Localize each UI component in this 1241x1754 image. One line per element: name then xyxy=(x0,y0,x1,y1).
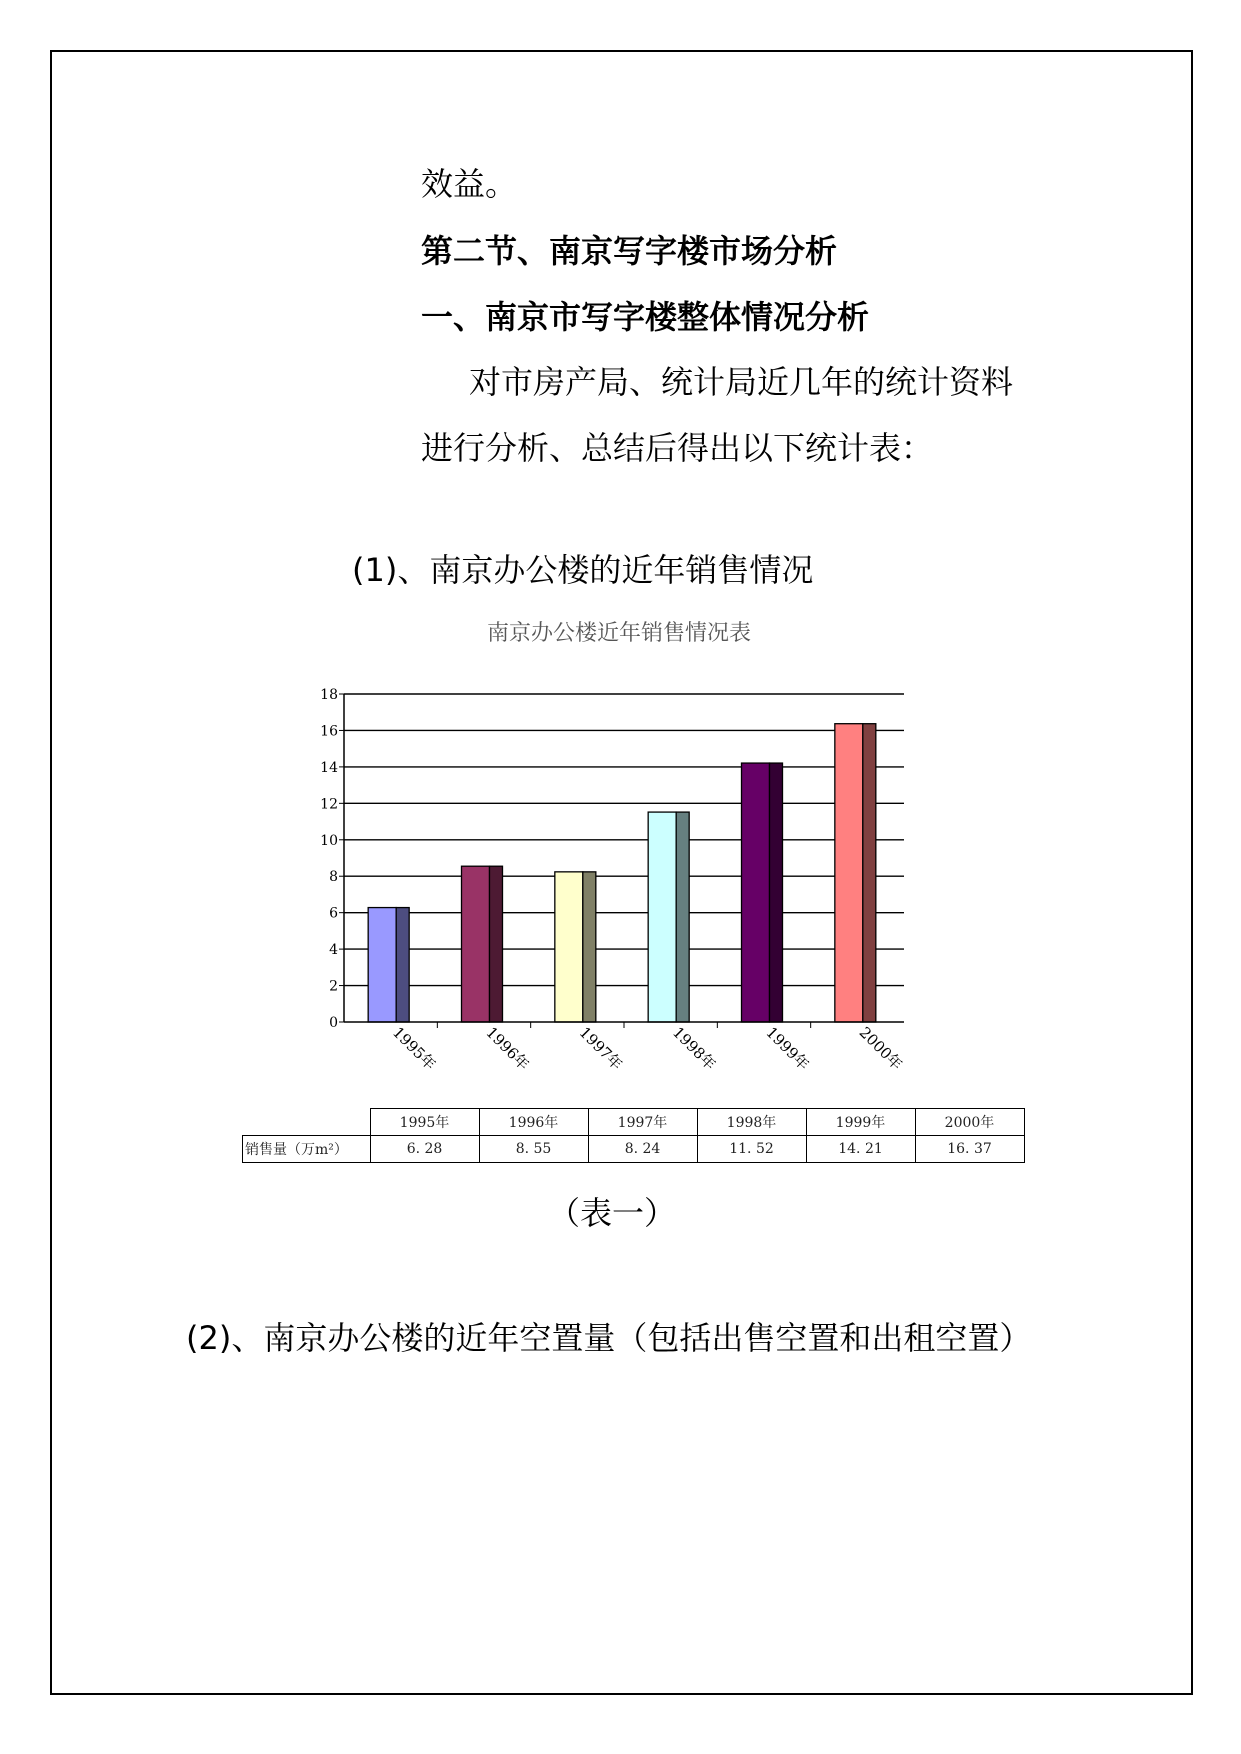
bar-side xyxy=(583,872,596,1022)
table-header-cell: 1996年 xyxy=(479,1109,588,1136)
bar-front xyxy=(648,812,676,1022)
table-caption: （表一） xyxy=(548,1194,677,1232)
y-tick-label: 6 xyxy=(329,905,338,922)
table-row xyxy=(243,1136,1025,1163)
x-tick-label: 1996年 xyxy=(482,1023,533,1074)
y-tick-label: 2 xyxy=(329,978,338,995)
bar-front xyxy=(742,763,770,1022)
bar-front xyxy=(835,724,863,1022)
table-cell: 8. 24 xyxy=(588,1136,697,1163)
x-tick-labels xyxy=(389,1023,906,1073)
subsection-heading: 一、南京市写字楼整体情况分析 xyxy=(421,298,870,336)
table-corner-cell xyxy=(243,1109,371,1136)
y-tick-label: 14 xyxy=(320,759,338,776)
y-tick-label: 18 xyxy=(320,687,338,703)
x-tick-label: 1995年 xyxy=(389,1023,440,1074)
chart-gridlines xyxy=(344,694,904,986)
table-cell: 14. 21 xyxy=(806,1136,915,1163)
table-cell: 16. 37 xyxy=(915,1136,1024,1163)
chart-axes xyxy=(339,694,904,1028)
paragraph-line: 对市房产局、统计局近几年的统计资料 xyxy=(469,363,1014,401)
table-cell: 11. 52 xyxy=(697,1136,806,1163)
section-heading: 第二节、南京写字楼市场分析 xyxy=(421,232,838,270)
x-tick-label: 1999年 xyxy=(762,1023,813,1074)
item-heading: (1)、南京办公楼的近年销售情况 xyxy=(352,551,814,589)
table-header-cell: 1999年 xyxy=(806,1109,915,1136)
bar-front xyxy=(555,872,583,1022)
y-tick-labels xyxy=(320,687,338,1031)
bar-side xyxy=(676,812,689,1022)
chart-bars xyxy=(368,724,876,1022)
bar-front xyxy=(368,908,396,1022)
x-tick-label: 1997年 xyxy=(575,1023,627,1074)
table-header-cell: 1997年 xyxy=(588,1109,697,1136)
y-tick-label: 8 xyxy=(329,869,338,886)
paragraph-line: 进行分析、总结后得出以下统计表： xyxy=(421,429,934,467)
table-cell: 8. 55 xyxy=(479,1136,588,1163)
bar-side xyxy=(770,763,783,1022)
bar-side xyxy=(863,724,876,1022)
y-tick-label: 0 xyxy=(329,1015,338,1031)
y-tick-label: 16 xyxy=(320,723,338,740)
x-tick-label: 1998年 xyxy=(669,1023,720,1074)
chart-title: 南京办公楼近年销售情况表 xyxy=(486,621,752,646)
item-heading: (2)、南京办公楼的近年空置量（包括出售空置和出租空置） xyxy=(186,1319,1032,1357)
table-row-label: 销售量（万m²） xyxy=(243,1136,371,1163)
bar-side xyxy=(396,908,409,1022)
bar-front xyxy=(462,866,490,1022)
table-header-cell: 1998年 xyxy=(697,1109,806,1136)
table-cell: 6. 28 xyxy=(370,1136,479,1163)
y-tick-label: 4 xyxy=(329,942,338,959)
text-line: 效益。 xyxy=(421,165,518,203)
x-tick-label: 2000年 xyxy=(855,1023,907,1074)
table-header-cell: 1995年 xyxy=(370,1109,479,1136)
table-header-row xyxy=(243,1109,1025,1136)
y-tick-label: 10 xyxy=(320,832,338,849)
bar-side xyxy=(490,866,503,1022)
sales-table xyxy=(242,1108,1025,1163)
y-tick-label: 12 xyxy=(320,796,338,813)
table-header-cell: 2000年 xyxy=(915,1109,1024,1136)
